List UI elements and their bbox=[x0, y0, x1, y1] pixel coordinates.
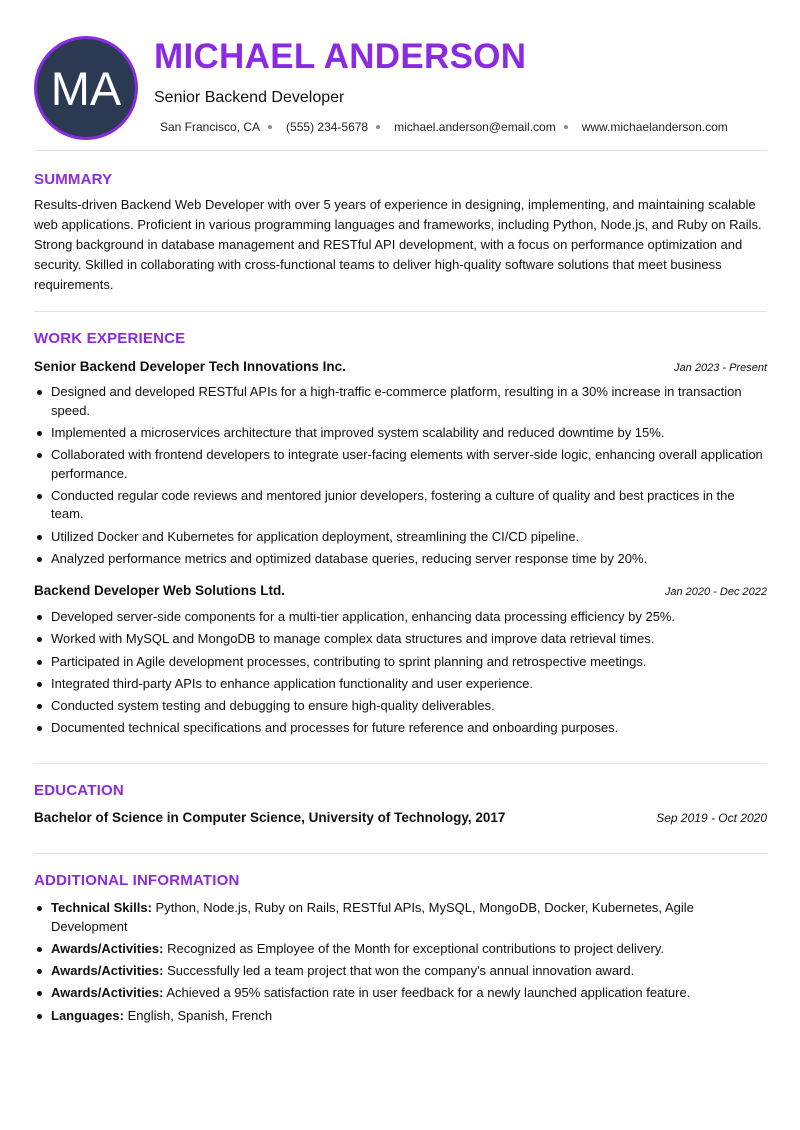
education-dates: Sep 2019 - Oct 2020 bbox=[656, 811, 767, 825]
list-item: Documented technical specifications and processes for future reference and onboarding purposes. bbox=[34, 719, 767, 738]
degree-text: Bachelor of Science in Computer Science, University of Technology, 2017 bbox=[34, 810, 506, 825]
job-dates: Jan 2023 - Present bbox=[674, 362, 767, 374]
website-link[interactable]: www.michaelanderson.com bbox=[581, 120, 728, 134]
contact-location bbox=[160, 120, 286, 134]
contact-bar bbox=[160, 120, 728, 134]
divider bbox=[34, 150, 767, 151]
list-item: Integrated third-party APIs to enhance application functionality and user experience. bbox=[34, 675, 767, 694]
list-item: Implemented a microservices architecture that improved system scalability and reduced downtime by 15%. bbox=[34, 424, 767, 443]
contact-email bbox=[394, 120, 582, 134]
list-item bbox=[34, 940, 767, 959]
list-item: Developed server-side components for a multi-tier application, enhancing data processing efficiency by 25%. bbox=[34, 608, 767, 627]
list-item bbox=[34, 1007, 767, 1026]
list-item: Designed and developed RESTful APIs for a high-traffic e-commerce platform, resulting in a 30% increase in transaction speed. bbox=[34, 383, 767, 420]
item-label: Awards/Activities: bbox=[51, 985, 164, 1001]
item-label: Languages: bbox=[51, 1007, 124, 1023]
list-item: Utilized Docker and Kubernetes for application deployment, streamlining the CI/CD pipeline. bbox=[34, 528, 767, 547]
candidate-title: Senior Backend Developer bbox=[154, 89, 345, 106]
list-item bbox=[34, 962, 767, 981]
divider bbox=[34, 853, 767, 854]
list-item bbox=[34, 899, 767, 936]
avatar bbox=[34, 36, 138, 140]
list-item: Collaborated with frontend developers to integrate user-facing elements with server-side logic, enhancing overall application performance. bbox=[34, 446, 767, 483]
summary-text: Results-driven Backend Web Developer with over 5 years of experience in designing, implementing, and maintaining scalable web applications. Proficient in various programming languages and frameworks, including Python, Node.js, and Ruby on Rails. Strong background in database management and RESTful API development, with a focus on performance optimization and security. Skilled in collaborating with cross-functional teams to deliver high-quality software solutions that meet business requirements. bbox=[34, 197, 762, 292]
item-text: Achieved a 95% satisfaction rate in user feedback for a newly launched application feature. bbox=[163, 985, 691, 1001]
separator-dot-icon bbox=[564, 125, 568, 129]
list-item: Analyzed performance metrics and optimized database queries, reducing server response time by 20%. bbox=[34, 550, 767, 569]
candidate-name: MICHAEL ANDERSON bbox=[154, 37, 527, 76]
item-text: Python, Node.js, Ruby on Rails, RESTful APIs, MySQL, MongoDB, Docker, Kubernetes, Agile Development bbox=[51, 900, 694, 934]
job-title: Senior Backend Developer Tech Innovations Inc. bbox=[34, 359, 346, 374]
item-label: Technical Skills: bbox=[51, 900, 152, 915]
list-item: Conducted system testing and debugging to ensure high-quality deliverables. bbox=[34, 697, 767, 716]
list-item: Conducted regular code reviews and mentored junior developers, fostering a culture of quality and best practices in the team. bbox=[34, 487, 767, 524]
job-header bbox=[34, 583, 767, 598]
job-header bbox=[34, 359, 767, 374]
item-text: English, Spanish, French bbox=[123, 1007, 273, 1023]
list-item: Worked with MySQL and MongoDB to manage complex data structures and improve data retrieval times. bbox=[34, 630, 767, 649]
resume-page bbox=[34, 0, 767, 1023]
education-heading: EDUCATION bbox=[34, 782, 124, 799]
item-text: Successfully led a team project that won the company's annual innovation award. bbox=[163, 963, 635, 979]
separator-dot-icon bbox=[268, 125, 272, 129]
summary-heading: SUMMARY bbox=[34, 171, 113, 188]
divider bbox=[34, 311, 767, 312]
phone-text: (555) 234-5678 bbox=[286, 120, 369, 134]
item-text: Recognized as Employee of the Month for exceptional contributions to project delivery. bbox=[163, 940, 665, 956]
divider bbox=[34, 763, 767, 764]
item-label: Awards/Activities: bbox=[51, 963, 164, 979]
job-bullets bbox=[34, 383, 767, 572]
list-item bbox=[34, 984, 767, 1003]
work-experience-heading: WORK EXPERIENCE bbox=[34, 330, 186, 347]
separator-dot-icon bbox=[376, 125, 380, 129]
contact-phone bbox=[286, 120, 394, 134]
contact-website bbox=[582, 120, 728, 134]
job-bullets bbox=[34, 608, 767, 742]
job-title: Backend Developer Web Solutions Ltd. bbox=[34, 583, 286, 598]
email-link[interactable]: michael.anderson@email.com bbox=[394, 120, 556, 134]
resume-header bbox=[34, 0, 767, 150]
additional-info-heading: ADDITIONAL INFORMATION bbox=[34, 872, 240, 889]
list-item: Participated in Agile development processes, contributing to sprint planning and retrospective meetings. bbox=[34, 653, 767, 672]
job-dates: Jan 2020 - Dec 2022 bbox=[664, 586, 767, 598]
location-text: San Francisco, CA bbox=[160, 120, 261, 134]
avatar-initials: MA bbox=[50, 61, 122, 115]
item-label: Awards/Activities: bbox=[51, 940, 164, 956]
education-entry bbox=[34, 810, 767, 825]
additional-info-list bbox=[34, 899, 767, 1029]
